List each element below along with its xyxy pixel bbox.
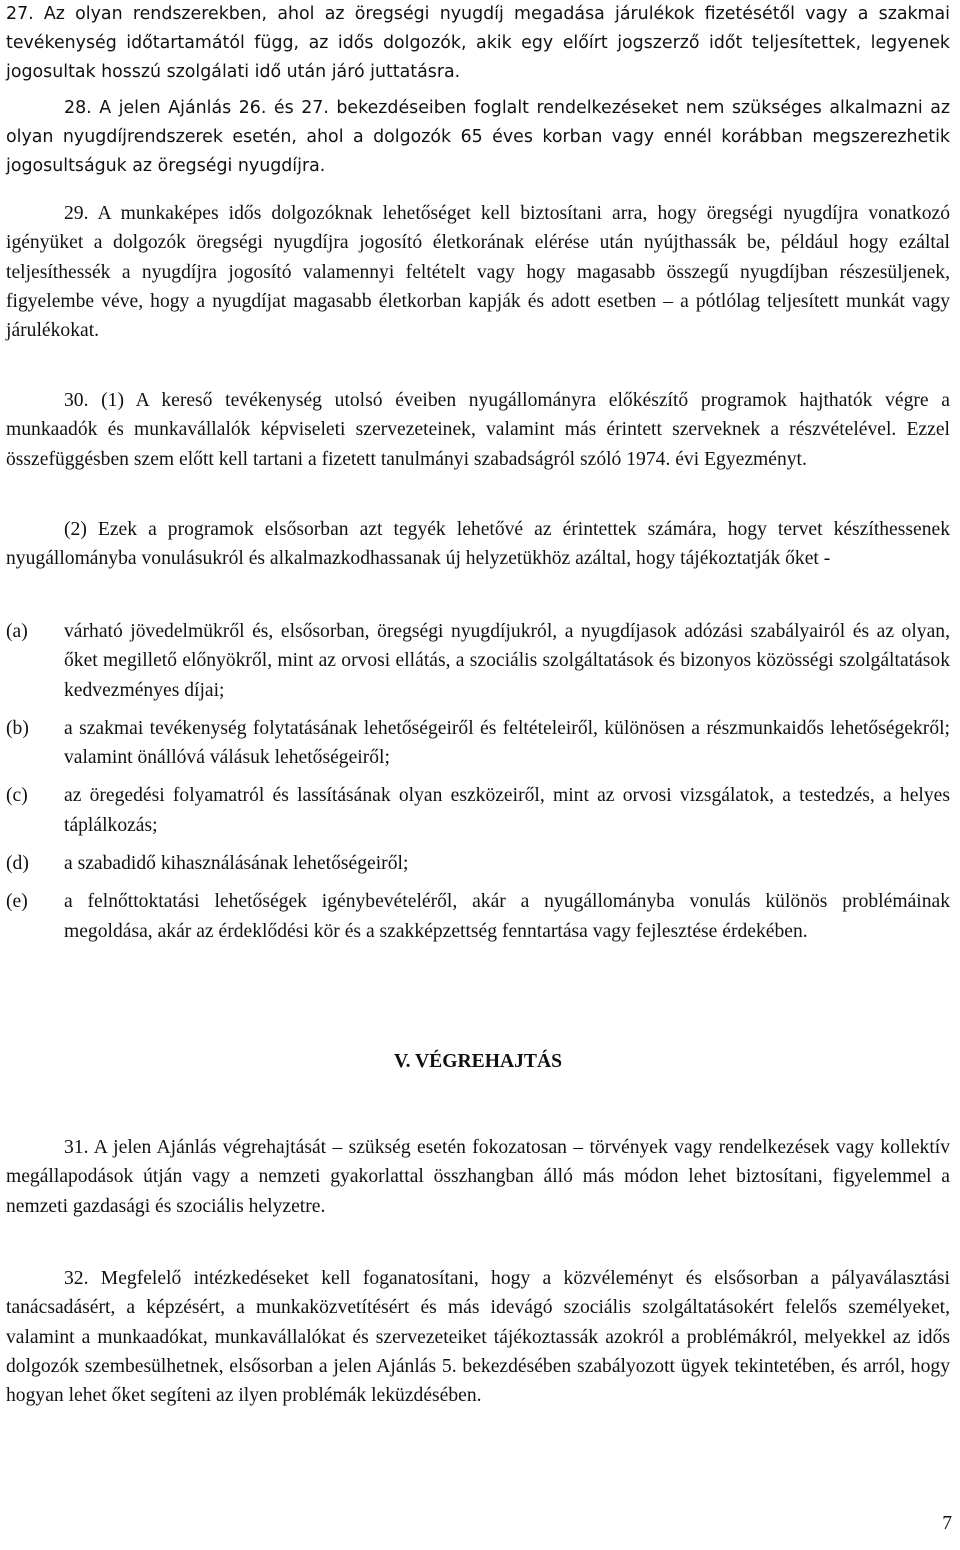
paragraph-30-2: (2) Ezek a programok elsősorban azt tegyék lehetővé az érintettek számára, hogy tervet készíthessenek nyugállományba vonulásukról és alkalmazkodhassanak új helyzetükhöz azáltal, hogy tájékoztatják őket -: [6, 519, 950, 570]
list-item-e: [6, 887, 950, 946]
paragraph-29: 29. A munkaképes idős dolgozóknak lehetőséget kell biztosítani arra, hogy öregségi nyugdíjra vonatkozó igényüket a dolgozók öregségi nyugdíjra jogosító életkorának elérése után nyújthassák be, például hogy ezáltal teljesíthessék a nyugdíjra jogosító valamennyi feltételt vagy hogy magasabb összegű nyugdíjban részesüljenek, figyelembe véve, hogy a nyugdíjat magasabb életkorban kapják és adott esetben – a pótlólag teljesített munkát vagy járulékokat.: [6, 203, 950, 342]
paragraph-27: 27. Az olyan rendszerekben, ahol az öregségi nyugdíj megadása járulékok fizetésétől vagy a szakmai tevékenység időtartamától függ, az idős dolgozók, akik egy előírt jogszerző időt teljesítettek, legyenek jogosultak hosszú szolgálati idő után járó juttatásra.: [6, 4, 950, 83]
list-marker: (d): [6, 853, 29, 875]
paragraph-28: 28. A jelen Ajánlás 26. és 27. bekezdéseiben foglalt rendelkezéseket nem szükséges alkalmazni az olyan nyugdíjrendszerek esetén, ahol a dolgozók 65 éves korban vagy ennél korábban megszerezhetik jogosultságuk az öregségi nyugdíjra.: [6, 98, 950, 177]
information-list: [6, 617, 950, 955]
list-item-text: várható jövedelmükről és, elsősorban, öregségi nyugdíjukról, a nyugdíjasok adózási szabályairól és az olyan, őket megillető előnyökről, mint az orvosi ellátás, a szociális szolgáltatások és bizonyos közösségi szolgáltatások kedvezményes díjai;: [64, 621, 950, 701]
list-item-d: [6, 849, 950, 878]
list-item-c: [6, 781, 950, 840]
section-heading: V. VÉGREHAJTÁS: [393, 1051, 563, 1072]
list-item-text: a felnőttoktatási lehetőségek igénybevételéről, akár a nyugállományba vonulás különös problémáinak megoldása, akár az érdeklődési kör és a szakképzettség fenntartása vagy fejlesztése érdekében.: [64, 891, 950, 942]
paragraph-31: 31. A jelen Ajánlás végrehajtását – szükség esetén fokozatosan – törvények vagy rendelkezések vagy kollektív megállapodások útján vagy a nemzeti gyakorlattal összhangban álló más módon lehet biztosítani, figyelemmel a nemzeti gazdasági és szociális helyzetre.: [6, 1137, 950, 1217]
list-marker: (c): [6, 785, 28, 807]
page-number: 7: [942, 1513, 952, 1534]
list-item-text: a szabadidő kihasználásának lehetőségeiről;: [64, 853, 409, 875]
list-item-a: [6, 617, 950, 705]
list-marker: (a): [6, 621, 28, 642]
paragraph-30-1: 30. (1) A kereső tevékenység utolsó éveiben nyugállományra előkészítő programok hajthatók végre a munkaadók és munkavállalók képviseleti szervezeteinek, valamint más érintett szerveknek a részvételével. Ezzel összefüggésben szem előtt kell tartani a fizetett tanulmányi szabadságról szóló 1974. évi Egyezményt.: [6, 390, 950, 470]
paragraph-32: 32. Megfelelő intézkedéseket kell foganatosítani, hogy a közvéleményt és elsősorban a pályaválasztási tanácsadásért, a képzésért, a munkaközvetítésért és más idevágó szociális szolgáltatásokért felelős személyeket, valamint a munkaadókat, munkavállalókat és szervezeteiket tájékoztassák azokról a problémákról, melyekkel az idős dolgozók szembesülhetnek, elsősorban a jelen Ajánlás 5. bekezdésében szabályozott ügyek tekintetében, és arról, hogy hogyan lehet őket segíteni az ilyen problémák leküzdésében.: [6, 1268, 950, 1407]
list-marker: (e): [6, 891, 28, 913]
list-item-text: az öregedési folyamatról és lassításának olyan eszközeiről, mint az orvosi vizsgálatok, a testedzés, a helyes táplálkozás;: [64, 785, 950, 836]
list-item-b: [6, 714, 950, 773]
list-marker: (b): [6, 717, 29, 739]
list-item-text: a szakmai tevékenység folytatásának lehetőségeiről és feltételeiről, különösen a részmunkaidős lehetőségekről; valamint önállóvá válásuk lehetőségeiről;: [64, 717, 950, 769]
